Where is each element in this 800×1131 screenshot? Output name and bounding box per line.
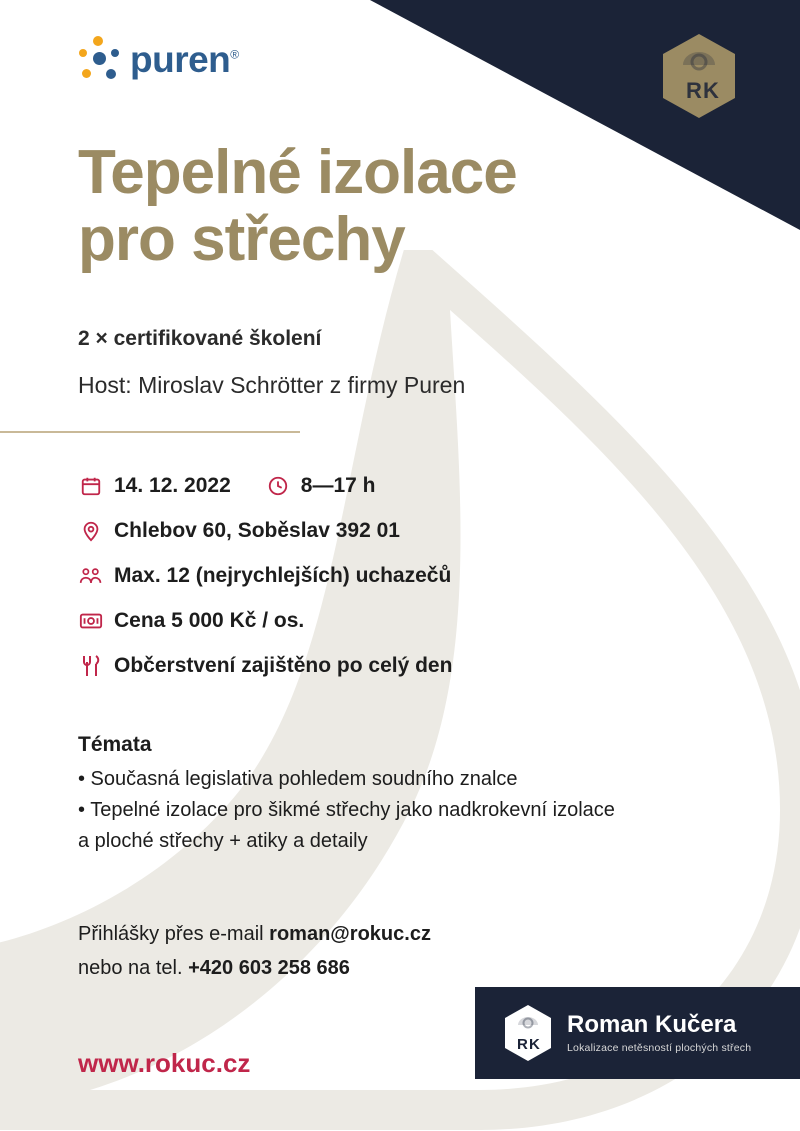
cutlery-icon <box>78 653 104 679</box>
list-item: a ploché střechy + atiky a detaily <box>78 830 368 852</box>
event-info-list <box>78 463 452 688</box>
footer-name: Roman Kučera <box>567 1011 737 1039</box>
clock-icon <box>265 473 291 499</box>
list-item: • Současná legislativa pohledem soudního znalce <box>78 768 518 790</box>
svg-text:R: R <box>517 1036 528 1053</box>
rk-letter-r: R <box>686 78 702 103</box>
calendar-icon <box>78 473 104 499</box>
registered-mark: ® <box>230 47 239 62</box>
topics-section <box>78 733 738 857</box>
subtitle-certification: 2 × certifikované školení <box>78 327 322 350</box>
info-row-capacity <box>78 553 452 598</box>
info-date: 14. 12. 2022 <box>114 473 231 497</box>
info-address: Chlebov 60, Soběslav 392 01 <box>114 518 400 542</box>
info-time: 8—17 h <box>300 473 376 497</box>
svg-text:K: K <box>529 1036 540 1053</box>
footer-text <box>567 1012 751 1053</box>
rk-hex-logo-icon <box>660 32 738 120</box>
location-pin-icon <box>78 518 104 544</box>
contact-email[interactable]: roman@rokuc.cz <box>269 923 431 945</box>
puren-logo <box>78 36 239 82</box>
people-icon <box>78 563 104 589</box>
headline-line-2: pro střechy <box>78 204 405 274</box>
rk-hex-logo-footer-icon <box>503 1004 553 1062</box>
divider <box>0 431 300 433</box>
info-capacity: Max. 12 (nejrychlejších) uchazečů <box>114 563 452 587</box>
contact-phone-prefix: nebo na tel. <box>78 957 189 979</box>
info-row-address <box>78 508 452 553</box>
subtitle-host: Host: Miroslav Schrötter z firmy Puren <box>78 372 466 398</box>
contact-block <box>78 917 431 985</box>
footer-brand-badge <box>475 987 800 1079</box>
info-row-price <box>78 598 452 643</box>
topics-title: Témata <box>78 733 152 756</box>
money-icon <box>78 608 104 634</box>
contact-email-prefix: Přihlášky přes e-mail <box>78 923 270 945</box>
contact-phone-line <box>78 951 431 985</box>
info-price: Cena 5 000 Kč / os. <box>114 608 305 632</box>
puren-wordmark: puren® <box>130 38 239 80</box>
footer-tagline: Lokalizace netěsností plochých střech <box>567 1041 752 1054</box>
list-item: • Tepelné izolace pro šikmé střechy jako nadkrokevní izolace <box>78 799 615 821</box>
info-refreshments: Občerstvení zajištěno po celý den <box>114 653 453 677</box>
website-link[interactable]: www.rokuc.cz <box>78 1048 251 1078</box>
puren-dots-icon <box>78 36 122 82</box>
contact-phone[interactable]: +420 603 258 686 <box>188 957 350 979</box>
info-row-refreshments <box>78 643 452 688</box>
info-row-date-time <box>78 463 452 508</box>
rk-letter-k: K <box>703 78 719 103</box>
page-title <box>78 140 517 274</box>
topics-list <box>78 764 738 857</box>
headline-line-1: Tepelné izolace <box>78 138 517 207</box>
contact-email-line <box>78 917 431 951</box>
